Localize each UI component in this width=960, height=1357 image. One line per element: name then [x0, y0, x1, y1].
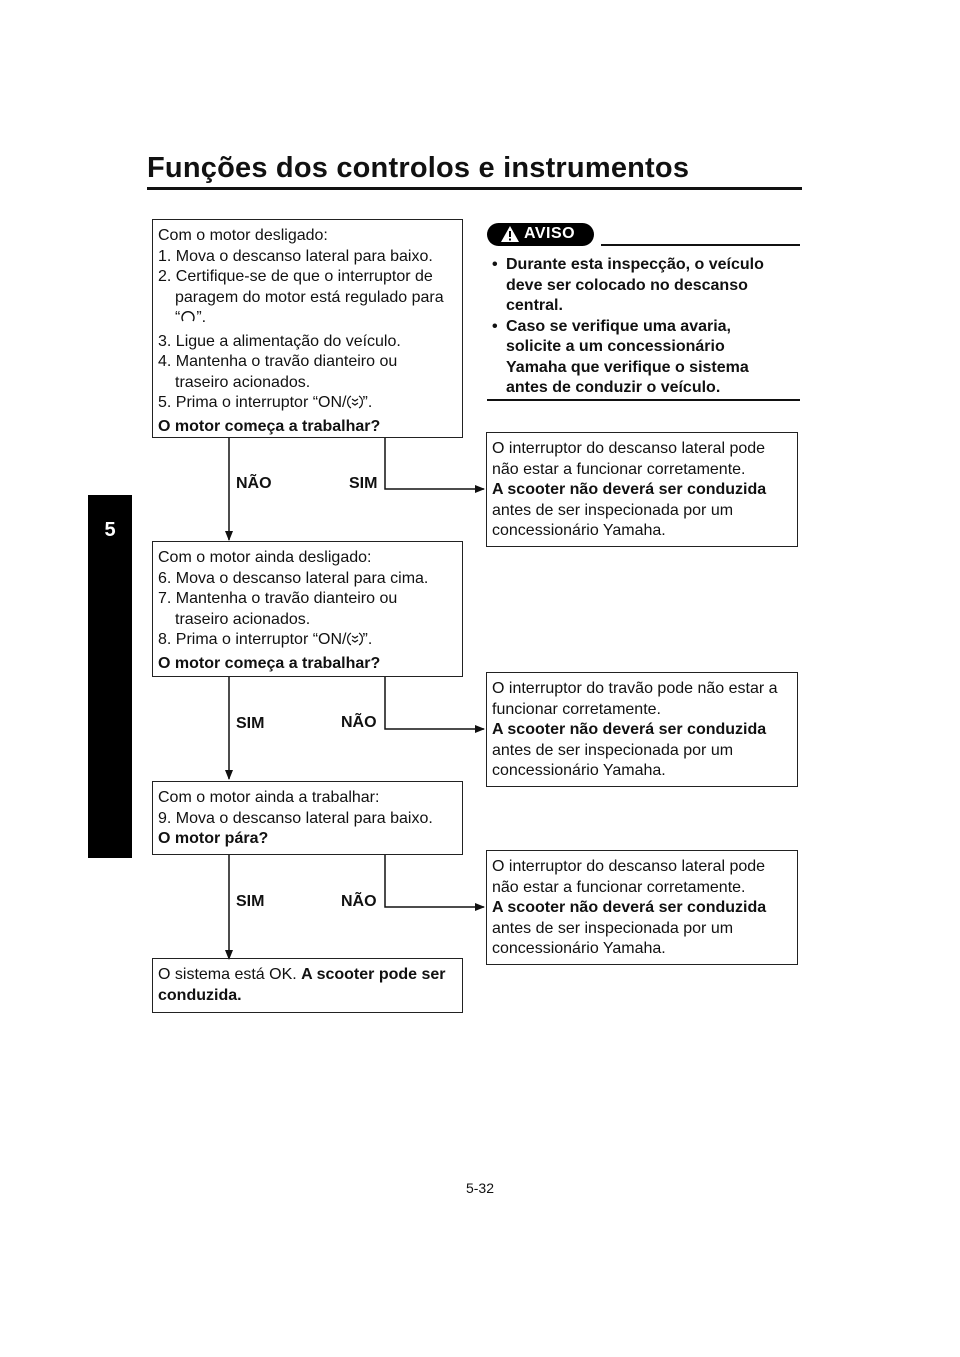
step3-question: O motor pára?	[158, 830, 269, 847]
result3-line: O interruptor do descanso lateral pode	[492, 858, 766, 875]
warning-rule-bottom	[487, 399, 800, 401]
page-number: 5-32	[465, 1180, 495, 1196]
step2-line: traseiro acionados.	[175, 610, 311, 628]
step2-line: 7. Mantenha o travão dianteiro ou	[158, 590, 398, 607]
bullet: •	[492, 256, 498, 273]
step1-question: O motor começa a trabalhar?	[158, 417, 381, 435]
warning-item-line: antes de conduzir o veículo.	[506, 379, 721, 396]
warning-rule-top	[601, 244, 800, 246]
connector-label-no: NÃO	[236, 475, 272, 492]
warning-item	[492, 317, 784, 399]
result1-box	[486, 432, 798, 547]
step1-line: traseiro acionados.	[175, 373, 311, 391]
final-ok-bold: A scooter pode ser	[301, 966, 446, 983]
bullet: •	[492, 317, 498, 335]
run-switch-icon	[180, 309, 196, 332]
step1-box	[152, 219, 463, 438]
arrow-step2-no	[385, 677, 484, 729]
result2-line: antes de ser inspecionada por um	[492, 741, 734, 759]
step2-press-close: ”.	[362, 631, 373, 648]
step2-line: Com o motor ainda desligado:	[158, 549, 372, 566]
step1-quote-open: “	[175, 309, 181, 326]
step1-quote-close: ”.	[196, 309, 207, 326]
result3-warning: A scooter não deverá ser conduzida	[492, 899, 767, 916]
step2-line: 6. Mova o descanso lateral para cima.	[158, 569, 429, 587]
connector-label-yes: SIM	[236, 893, 265, 910]
step3-line: Com o motor ainda a trabalhar:	[158, 789, 380, 806]
result2-line: concessionário Yamaha.	[492, 762, 666, 779]
step1-line: 4. Mantenha o travão dianteiro ou	[158, 353, 398, 370]
warning-item	[492, 255, 784, 317]
connector-label-no: NÃO	[341, 714, 377, 731]
final-ok-text: O sistema está OK.	[158, 966, 297, 983]
step3-line: 9. Mova o descanso lateral para baixo.	[158, 809, 433, 827]
connector-label-yes: SIM	[236, 715, 265, 732]
warning-triangle-icon	[500, 225, 520, 248]
result1-line: O interruptor do descanso lateral pode	[492, 440, 766, 457]
result1-line: concessionário Yamaha.	[492, 522, 666, 539]
step1-line: 1. Mova o descanso lateral para baixo.	[158, 247, 433, 265]
warning-item-line: central.	[506, 297, 563, 314]
final-line: conduzida.	[158, 986, 242, 1004]
step3-box	[152, 781, 463, 855]
result2-box	[486, 672, 798, 787]
result2-line: O interruptor do travão pode não estar a	[492, 680, 778, 697]
step1-line: Com o motor desligado:	[158, 227, 328, 244]
step1-line: 2. Certifique-se de que o interruptor de	[158, 268, 433, 285]
step1-press-text: 5. Prima o interruptor “ON/	[158, 394, 347, 411]
chapter-number: 5	[104, 519, 116, 541]
result3-line: não estar a funcionar corretamente.	[492, 878, 746, 896]
warning-label: AVISO	[524, 225, 576, 242]
step2-line	[158, 630, 456, 654]
result1-line: antes de ser inspecionada por um	[492, 501, 734, 519]
step2-box	[152, 541, 463, 677]
start-button-icon	[347, 631, 363, 654]
warning-list	[492, 255, 784, 399]
final-box	[152, 958, 463, 1013]
start-button-icon	[347, 394, 363, 417]
warning-item-line: deve ser colocado no descanso	[506, 276, 748, 294]
step2-press-text: 8. Prima o interruptor “ON/	[158, 631, 347, 648]
step2-question: O motor começa a trabalhar?	[158, 654, 381, 672]
step1-line	[158, 393, 456, 417]
warning-item-line: Durante esta inspecção, o veículo	[506, 256, 764, 273]
warning-item-line: solicite a um concessionário	[506, 338, 725, 355]
result2-warning: A scooter não deverá ser conduzida	[492, 721, 767, 738]
arrow-step3-no	[385, 855, 484, 907]
page-title: Funções dos controlos e instrumentos	[147, 152, 690, 184]
step1-line: 3. Ligue a alimentação do veículo.	[158, 332, 401, 350]
step1-line: paragem do motor está regulado para	[175, 288, 444, 306]
result1-line: não estar a funcionar corretamente.	[492, 460, 746, 478]
connector-label-yes: SIM	[349, 475, 378, 492]
step1-line	[158, 308, 456, 332]
warning-badge	[487, 223, 594, 246]
warning-item-line: Yamaha que verifique o sistema	[506, 358, 749, 376]
final-line	[158, 965, 456, 986]
result3-line: antes de ser inspecionada por um	[492, 919, 734, 937]
arrow-step1-yes	[385, 437, 484, 489]
warning-item-line: Caso se verifique uma avaria,	[506, 317, 731, 335]
result3-box	[486, 850, 798, 965]
result1-warning: A scooter não deverá ser conduzida	[492, 481, 767, 498]
result3-line: concessionário Yamaha.	[492, 940, 666, 957]
connector-label-no: NÃO	[341, 893, 377, 910]
result2-line: funcionar corretamente.	[492, 700, 661, 718]
step1-press-close: ”.	[362, 394, 373, 411]
